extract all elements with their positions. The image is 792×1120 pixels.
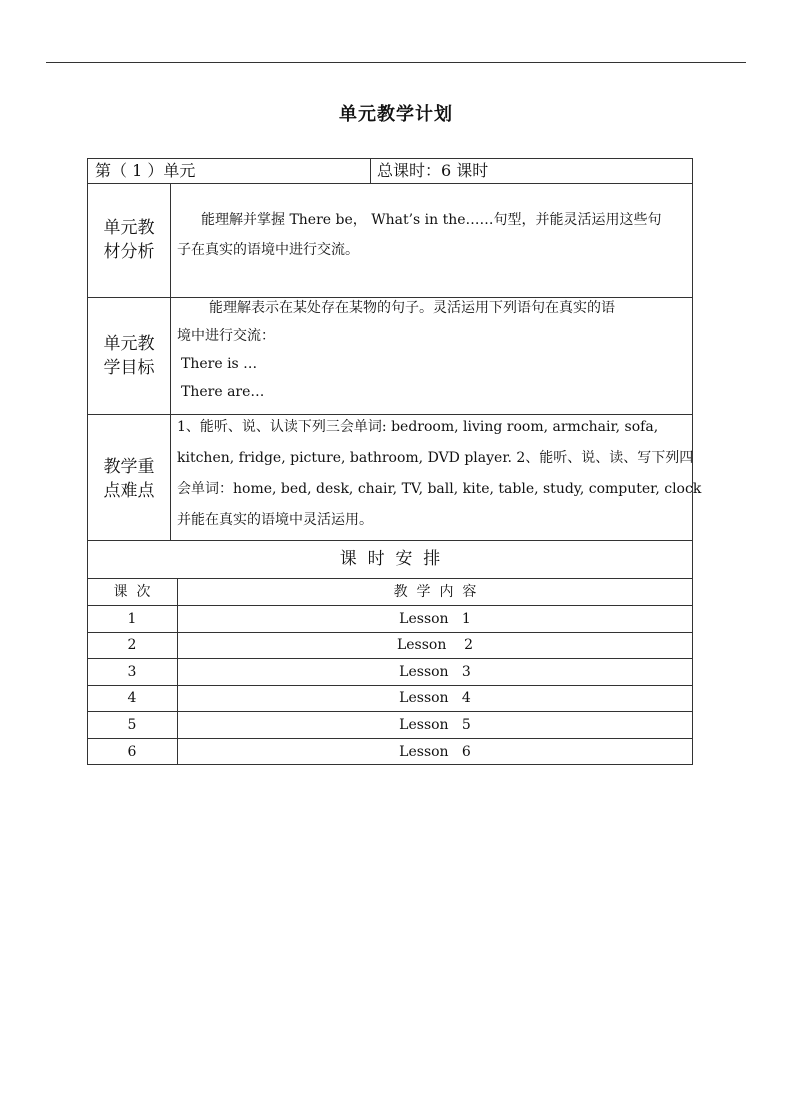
lesson-content: Lesson 1 <box>399 611 471 627</box>
text-line: 境中进行交流： <box>177 328 275 344</box>
label-line: 点难点 <box>103 481 155 501</box>
key-points-label <box>88 455 170 503</box>
row-divider <box>87 540 693 541</box>
total-hours: 总课时：6 课时 <box>377 161 489 180</box>
col-divider <box>170 183 171 540</box>
text-line: 能理解并掌握 There be， What’s in the……句型，并能灵活运用这些句 <box>201 212 662 228</box>
label-line: 材分析 <box>103 242 155 262</box>
col-lesson-number: 课 次 <box>113 584 151 600</box>
lesson-content: Lesson 5 <box>399 717 471 733</box>
label-line: 教学重 <box>103 457 155 477</box>
text-line: 1、能听、说、认读下列三会单词: bedroom, living room, armchair, sofa, <box>177 419 659 435</box>
lesson-number: 3 <box>127 664 137 680</box>
lesson-content: Lesson 6 <box>399 744 471 760</box>
teaching-goals-text <box>177 294 689 406</box>
lesson-number: 5 <box>127 717 137 733</box>
schedule-heading: 课 时 安 排 <box>339 549 441 569</box>
lesson-content: Lesson 2 <box>396 637 474 653</box>
unit-number: 第（ 1 ）单元 <box>95 161 196 180</box>
text-line: 并能在真实的语境中灵活运用。 <box>177 512 373 528</box>
top-rule <box>46 62 746 63</box>
page-title: 单元教学计划 <box>339 104 453 125</box>
lesson-number: 6 <box>127 744 137 760</box>
label-line: 单元教 <box>103 218 155 238</box>
material-analysis-label <box>88 216 170 264</box>
text-line: kitchen, fridge, picture, bathroom, DVD player. 2、能听、说、读、写下列四 <box>177 450 694 466</box>
text-line: There is … <box>181 356 258 372</box>
text-line: 会单词：home, bed, desk, chair, TV, ball, kite, table, study, computer, clock <box>177 481 702 497</box>
lesson-number: 2 <box>127 637 137 653</box>
col-divider <box>370 158 371 183</box>
row-divider <box>87 183 693 184</box>
text-line: There are… <box>181 384 265 400</box>
lesson-content: Lesson 3 <box>399 664 471 680</box>
text-line: 能理解表示在某处存在某物的句子。灵活运用下列语句在真实的语 <box>209 300 615 316</box>
lesson-number: 1 <box>127 611 137 627</box>
label-line: 单元教 <box>103 334 155 354</box>
lesson-content: Lesson 4 <box>399 690 471 706</box>
label-line: 学目标 <box>103 358 155 378</box>
material-analysis-text <box>177 205 689 265</box>
text-line: 子在真实的语境中进行交流。 <box>177 242 359 258</box>
key-points-text <box>177 412 702 536</box>
teaching-goals-label <box>88 332 170 380</box>
col-lesson-content: 教 学 内 容 <box>393 584 477 600</box>
lesson-number: 4 <box>127 690 137 706</box>
